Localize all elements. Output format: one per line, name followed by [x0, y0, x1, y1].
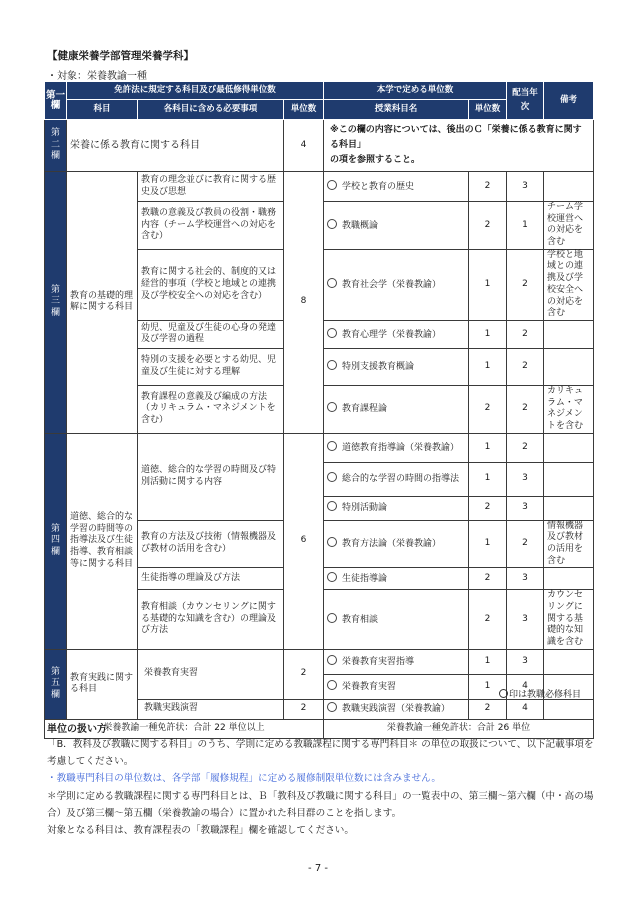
course-units: 2 — [469, 202, 507, 250]
section-label: 第三欄 — [45, 172, 67, 434]
paragraph-line: 合）及び第三欄〜第五欄（栄養教諭の場合）に置かれた科目群のことを指します。 — [47, 808, 402, 819]
required-course-marker-icon — [327, 402, 337, 412]
paragraph-line: 考慮してください。 — [47, 756, 134, 767]
required-course-marker-icon — [327, 180, 337, 190]
course-name-text: 教育心理学（栄養教諭） — [342, 329, 442, 340]
required-item: 教職の意義及び教員の役割・職務内容（チーム学校運営への対応を含む） — [138, 202, 284, 250]
course-remarks: カリキュラム・マネジメントを含む — [544, 385, 594, 433]
course-name — [324, 320, 469, 348]
course-name — [324, 496, 469, 520]
course-name — [324, 433, 469, 462]
course-units: 1 — [469, 348, 507, 385]
required-item: 特別の支援を必要とする幼児、児童及び生徒に対する理解 — [138, 348, 284, 385]
required-course-marker-icon — [327, 537, 337, 547]
highlight-note: ・教職専門科目の単位数は、各学部「履修規程」に定める履修制限単位数には含みません。 — [47, 773, 441, 784]
course-name — [324, 649, 469, 674]
course-year: 2 — [507, 385, 544, 433]
section-column-header: 第一欄 — [45, 82, 67, 120]
minimum-units: 6 — [284, 433, 324, 649]
course-units: 1 — [469, 520, 507, 568]
required-item: 教職実践演習 — [138, 699, 284, 719]
course-remarks — [544, 348, 594, 385]
course-year: 2 — [507, 348, 544, 385]
paragraph-line: 「B．教科及び教職に関する科目」のうち、学則に定める教職課程に関する専門科目＊ の単位の取扱について、以下記載事項を — [47, 739, 594, 750]
course-name — [324, 674, 469, 699]
course-name-text: 教育社会学（栄養教諭） — [342, 279, 442, 290]
target-license: ・対象：栄養教諭一種 — [47, 71, 147, 82]
course-name-text: 道徳教育指導論（栄養教諭） — [342, 442, 460, 453]
course-name-text: 学校と教育の歴史 — [342, 181, 415, 192]
course-year: 2 — [507, 249, 544, 320]
header-course-name: 授業科目名 — [324, 100, 469, 120]
course-name-text: 教育方法論（栄養教諭） — [342, 539, 442, 550]
required-course-marker-icon — [327, 360, 337, 370]
header-required-items: 各科目に含める必要事項 — [138, 100, 284, 120]
minimum-units: 8 — [284, 172, 324, 434]
course-year: 2 — [507, 433, 544, 462]
course-name-text: 総合的な学習の時間の指導法 — [342, 474, 460, 485]
header-legal-requirements: 免許法に規定する科目及び最低修得単位数 — [67, 82, 324, 100]
required-item: 教育課程の意義及び編成の方法（カリキュラム・マネジメントを含む） — [138, 385, 284, 433]
section-label: 第二欄 — [45, 120, 67, 172]
required-item: 教育の理念並びに教育に関する歴史及び思想 — [138, 172, 284, 202]
course-name-text: 教育相談 — [342, 614, 379, 625]
course-units: 2 — [469, 496, 507, 520]
course-remarks: 学校と地域との連携及び学校安全への対応を含む — [544, 249, 594, 320]
course-units: 2 — [469, 699, 507, 719]
course-name-text: 特別支援教育概論 — [342, 362, 415, 373]
course-name-text: 栄養教育実習 — [342, 681, 397, 692]
course-units: 2 — [469, 172, 507, 202]
required-course-marker-icon — [327, 219, 337, 229]
course-remarks — [544, 320, 594, 348]
course-remarks — [544, 568, 594, 590]
course-name-text: 教職概論 — [342, 220, 379, 231]
course-name — [324, 348, 469, 385]
curriculum-table — [44, 81, 594, 739]
header-units: 単位数 — [284, 100, 324, 120]
header-remarks: 備考 — [544, 82, 594, 120]
required-item: 栄養教育実習 — [138, 649, 284, 699]
required-course-marker-icon — [327, 441, 337, 451]
course-year: 4 — [507, 699, 544, 719]
course-year: 3 — [507, 462, 544, 496]
course-name-text: 栄養教育実習指導 — [342, 656, 415, 667]
section-label: 第四欄 — [45, 433, 67, 649]
required-item: 教育に関する社会的、制度的又は経営的事項（学校と地域との連携及び学校安全への対応を含む） — [138, 249, 284, 320]
subject-category: 栄養に係る教育に関する科目 — [67, 120, 284, 172]
course-units: 1 — [469, 462, 507, 496]
course-name-text: 教育課程論 — [342, 404, 388, 415]
course-units: 1 — [469, 649, 507, 674]
reference-note-line: の項を参照すること。 — [330, 155, 421, 166]
reference-note-line: ※この欄の内容については、後出のＣ「栄養に係る教育に関する科目」 — [330, 124, 582, 150]
section-label: 第五欄 — [45, 649, 67, 719]
subject-category: 教育の基礎的理解に関する科目 — [67, 172, 138, 434]
course-year: 1 — [507, 202, 544, 250]
required-course-marker-icon — [327, 702, 337, 712]
course-remarks — [544, 172, 594, 202]
required-course-marker-icon — [327, 680, 337, 690]
course-name — [324, 462, 469, 496]
legend-text: 印は教職必修科目 — [509, 690, 582, 700]
course-units: 1 — [469, 433, 507, 462]
course-name-text: 生徒指導論 — [342, 574, 388, 585]
course-units: 1 — [469, 249, 507, 320]
course-name — [324, 520, 469, 568]
course-units: 2 — [469, 385, 507, 433]
course-remarks — [544, 649, 594, 674]
required-course-marker-icon — [327, 501, 337, 511]
required-course-marker-icon — [327, 472, 337, 482]
course-name-text: 教職実践演習（栄養教諭） — [342, 704, 451, 715]
header-course-units: 単位数 — [469, 100, 507, 120]
paragraph-line: 対象となる科目は、教育課程表の「教職課程」欄を確認してください。 — [47, 825, 354, 836]
course-year: 3 — [507, 172, 544, 202]
header-year: 配当年次 — [507, 82, 544, 120]
section-title: 単位の扱い方 — [47, 724, 107, 735]
required-item: 生徒指導の理論及び方法 — [138, 568, 284, 590]
course-year: 3 — [507, 568, 544, 590]
course-name — [324, 249, 469, 320]
course-units: 1 — [469, 674, 507, 699]
course-year: 2 — [507, 320, 544, 348]
required-course-marker-icon — [499, 689, 508, 698]
course-units: 2 — [469, 590, 507, 649]
course-remarks — [544, 433, 594, 462]
required-course-marker-icon — [327, 655, 337, 665]
page-number: - 7 - — [308, 863, 328, 874]
course-remarks: カウンセリングに関する基礎的な知識を含む — [544, 590, 594, 649]
header-subject: 科目 — [67, 100, 138, 120]
course-remarks — [544, 496, 594, 520]
course-year: 3 — [507, 590, 544, 649]
course-name — [324, 568, 469, 590]
course-year: 2 — [507, 520, 544, 568]
required-item: 教育相談（カウンセリングに関する基礎的な知識を含む）の理論及び方法 — [138, 590, 284, 649]
course-name — [324, 202, 469, 250]
required-course-marker-icon — [327, 572, 337, 582]
subject-category: 教育実践に関する科目 — [67, 649, 138, 719]
minimum-units: 2 — [284, 699, 324, 719]
total-offered-units: 栄養教諭一種免許状：合計 26 単位 — [324, 719, 594, 738]
minimum-units: 4 — [284, 120, 324, 172]
required-item: 幼児、児童及び生徒の心身の発達及び学習の過程 — [138, 320, 284, 348]
course-year: 4 — [507, 674, 544, 699]
course-units: 2 — [469, 568, 507, 590]
course-name — [324, 385, 469, 433]
required-course-legend — [499, 687, 581, 700]
course-name-text: 特別活動論 — [342, 503, 388, 514]
required-item: 教育の方法及び技術（情報機器及び教材の活用を含む） — [138, 520, 284, 568]
total-required-units: 栄養教諭一種免許状：合計 22 単位以上 — [45, 719, 324, 738]
header-university-units: 本学で定める単位数 — [324, 82, 507, 100]
subject-category: 道徳、総合的な学習の時間等の指導法及び生徒指導、教育相談等に関する科目 — [67, 433, 138, 649]
required-course-marker-icon — [327, 613, 337, 623]
document-heading: 【健康栄養学部管理栄養学科】 — [47, 50, 194, 62]
course-year: 3 — [507, 649, 544, 674]
required-course-marker-icon — [327, 328, 337, 338]
course-remarks — [544, 462, 594, 496]
minimum-units: 2 — [284, 649, 324, 699]
course-remarks: 情報機器及び教材の活用を含む — [544, 520, 594, 568]
course-year: 3 — [507, 496, 544, 520]
course-remarks: チーム学校運営への対応を含む — [544, 202, 594, 250]
course-name — [324, 699, 469, 719]
reference-note — [324, 120, 594, 172]
course-name — [324, 172, 469, 202]
course-remarks — [544, 699, 594, 719]
course-name — [324, 590, 469, 649]
course-units: 1 — [469, 320, 507, 348]
required-item: 道徳、総合的な学習の時間及び特別活動に関する内容 — [138, 433, 284, 520]
required-course-marker-icon — [327, 278, 337, 288]
paragraph-line: ＊学則に定める教職課程に関する専門科目とは、Ｂ「教科及び教職に関する科目」の一覧表中の、第三欄〜第六欄（中・高の場 — [47, 791, 594, 802]
